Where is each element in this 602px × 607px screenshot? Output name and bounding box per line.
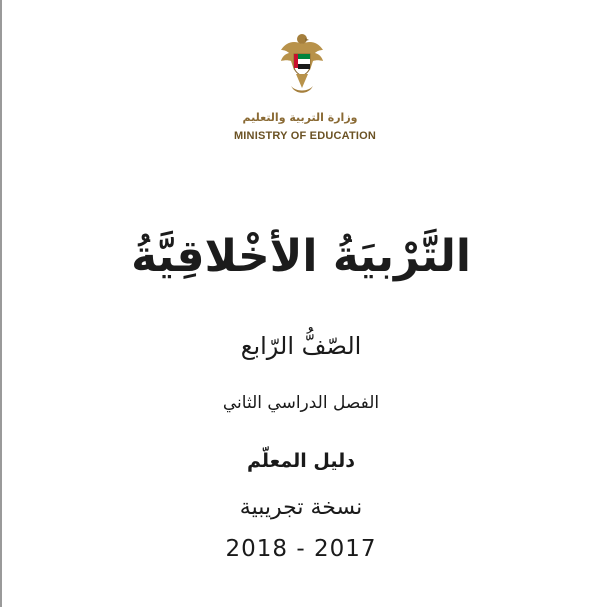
grade-label: الصّفُّ الرّابع [240,332,362,360]
book-title: التَّرْبيَةُ الأخْلاقِيَّةُ [131,231,471,282]
semester-label: الفصل الدراسي الثاني [222,393,380,413]
teacher-guide-label: دليل المعلّم [247,450,355,472]
uae-falcon-emblem-icon [278,30,326,96]
edition-label: نسخة تجريبية [239,495,363,520]
academic-year: 2018 - 2017 [225,536,377,562]
ministry-name-arabic: وزارة التربية والتعليم [242,111,358,124]
ministry-name-english: MINISTRY OF EDUCATION [233,130,377,142]
